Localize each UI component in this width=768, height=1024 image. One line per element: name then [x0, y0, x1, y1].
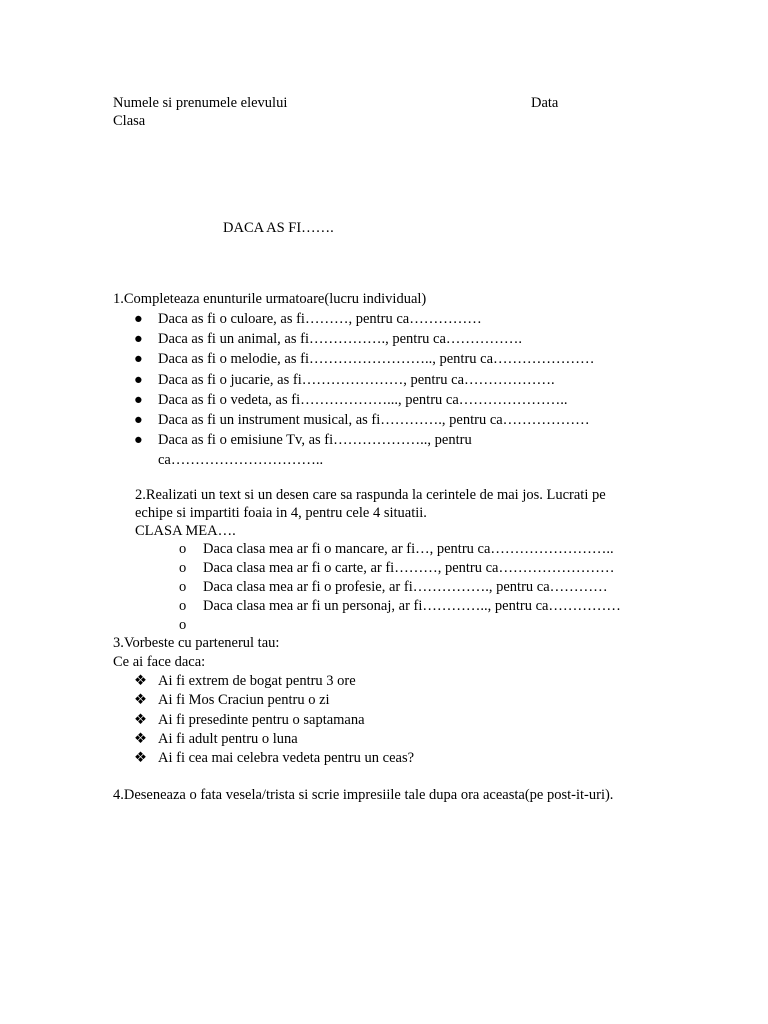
list-item: ❖ Ai fi adult pentru o luna — [134, 731, 298, 747]
list-item: ❖ Ai fi presedinte pentru o saptamana — [134, 712, 365, 728]
list-item: ❖ Ai fi Mos Craciun pentru o zi — [134, 692, 330, 708]
list-item: ❖ Ai fi cea mai celebra vedeta pentru un ceas? — [134, 750, 415, 766]
list-item: ● Daca as fi o melodie, as fi…………………….., pentru ca………………… — [134, 351, 595, 367]
bullet-icon: ● — [134, 392, 143, 408]
section2-heading-line1: 2.Realizati un text si un desen care sa raspunda la cerintele de mai jos. Lucrati pe — [135, 487, 606, 503]
circle-bullet-icon: o — [179, 541, 187, 557]
circle-bullet-icon: o — [179, 617, 187, 633]
list-item: ❖ Ai fi extrem de bogat pentru 3 ore — [134, 673, 356, 689]
list-item: o Daca clasa mea ar fi o profesie, ar fi……………., pentru ca………… — [179, 579, 608, 595]
bullet-icon: ● — [134, 412, 143, 428]
bullet-icon: ● — [134, 372, 143, 388]
class-label: Clasa — [113, 113, 146, 129]
list-item: o Daca clasa mea ar fi un personaj, ar fi………….., pentru ca…………… — [179, 598, 621, 614]
circle-bullet-icon: o — [179, 560, 187, 576]
diamond-bullet-icon: ❖ — [134, 750, 147, 766]
list-item: o Daca clasa mea ar fi o mancare, ar fi…, pentru ca…………………….. — [179, 541, 614, 557]
diamond-bullet-icon: ❖ — [134, 731, 147, 747]
section3-heading: 3.Vorbeste cu partenerul tau: — [113, 635, 280, 651]
bullet-icon: ● — [134, 351, 143, 367]
section3-intro: Ce ai face daca: — [113, 654, 206, 670]
list-item: ● Daca as fi o jucarie, as fi…………………, pentru ca………………. — [134, 372, 555, 388]
list-item: ● Daca as fi o vedeta, as fi………………..., pentru ca………………….. — [134, 392, 568, 408]
diamond-bullet-icon: ❖ — [134, 692, 147, 708]
list-item: ● Daca as fi o culoare, as fi………, pentru ca…………… — [134, 311, 482, 327]
list-item: o Daca clasa mea ar fi o carte, ar fi………, pentru ca…………………… — [179, 560, 615, 576]
diamond-bullet-icon: ❖ — [134, 673, 147, 689]
list-item-continuation: ca………………………….. — [158, 452, 324, 468]
list-item: ● Daca as fi un animal, as fi……………., pentru ca……………. — [134, 331, 523, 347]
bullet-icon: ● — [134, 311, 143, 327]
bullet-icon: ● — [134, 331, 143, 347]
list-item: ● Daca as fi o emisiune Tv, as fi……………….., pentru — [134, 432, 472, 448]
worksheet-title: DACA AS FI……. — [223, 220, 334, 236]
section1-heading: 1.Completeaza enunturile urmatoare(lucru individual) — [113, 291, 427, 307]
date-label: Data — [531, 95, 559, 111]
bullet-icon: ● — [134, 432, 143, 448]
section2-heading-line2: echipe si impartiti foaia in 4, pentru cele 4 situatii. — [135, 505, 427, 521]
diamond-bullet-icon: ❖ — [134, 712, 147, 728]
circle-bullet-icon: o — [179, 579, 187, 595]
list-item: ● Daca as fi un instrument musical, as fi…………., pentru ca……………… — [134, 412, 590, 428]
circle-bullet-icon: o — [179, 598, 187, 614]
section4-text: 4.Deseneaza o fata vesela/trista si scrie impresiile tale dupa ora aceasta(pe post-it-uri). — [113, 787, 614, 803]
student-name-label: Numele si prenumele elevului — [113, 95, 288, 111]
section2-subheading: CLASA MEA…. — [135, 523, 236, 539]
